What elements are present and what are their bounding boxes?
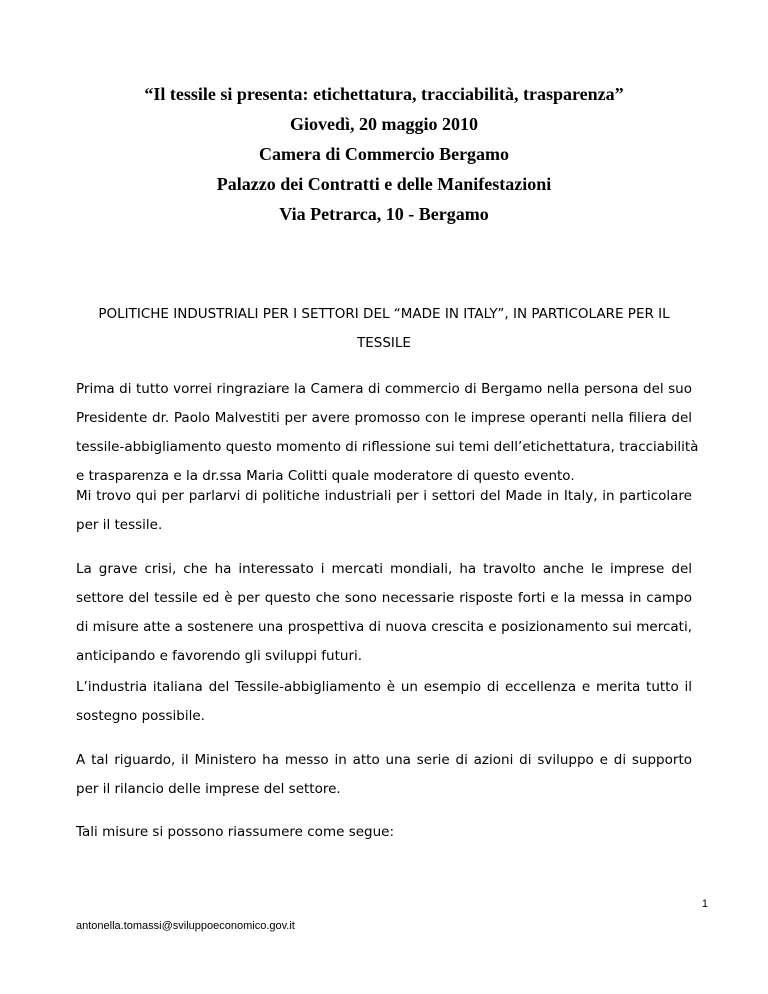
event-venue: Palazzo dei Contratti e delle Manifestazioni [216, 174, 552, 194]
event-address: Via Petrarca, 10 - Bergamo [279, 204, 489, 224]
event-organizer: Camera di Commercio Bergamo [258, 144, 510, 164]
paragraph-ministry [76, 746, 692, 804]
paragraph-line: L’industria italiana del Tessile-abbigliamento è un esempio di eccellenza e merita tutto il [76, 679, 692, 695]
paragraph-line: per il rilancio delle imprese del settore. [76, 781, 341, 797]
section-title-line-1: POLITICHE INDUSTRIALI PER I SETTORI DEL “MADE IN ITALY”, IN PARTICOLARE PER IL [98, 306, 670, 322]
paragraph-line: sostegno possibile. [76, 708, 205, 724]
paragraph-line: La grave crisi, che ha interessato i mercati mondiali, ha travolto anche le imprese del [76, 561, 692, 577]
page-number: 1 [701, 898, 708, 910]
paragraph-purpose [76, 482, 692, 540]
paragraph-line: di misure atte a sostenere una prospettiva di nuova crescita e posizionamento sui mercati, [76, 619, 692, 635]
event-date: Giovedì, 20 maggio 2010 [290, 114, 478, 134]
paragraph-excellence [76, 673, 692, 731]
paragraph-line: tessile-abbigliamento questo momento di riflessione sui temi dell’etichettatura, tracciabilità [76, 439, 699, 455]
paragraph-line: Tali misure si possono riassumere come segue: [76, 824, 395, 840]
event-title: “Il tessile si presenta: etichettatura, tracciabilità, trasparenza” [144, 84, 624, 104]
footer-email: antonella.tomassi@sviluppoeconomico.gov.it [76, 920, 295, 932]
paragraph-line: A tal riguardo, il Ministero ha messo in atto una serie di azioni di sviluppo e di supporto [76, 752, 692, 768]
paragraph-measures [76, 818, 692, 847]
section-title-line-2: TESSILE [357, 335, 411, 351]
paragraph-line: e trasparenza e la dr.ssa Maria Colitti quale moderatore di questo evento. [76, 468, 575, 484]
paragraph-line: Mi trovo qui per parlarvi di politiche industriali per i settori del Made in Italy, in particolare [76, 488, 692, 504]
section-title [60, 300, 708, 358]
paragraph-line: anticipando e favorendo gli sviluppi futuri. [76, 648, 363, 664]
paragraph-line: Prima di tutto vorrei ringraziare la Camera di commercio di Bergamo nella persona del suo [76, 381, 692, 397]
paragraph-crisis [76, 555, 692, 671]
paragraph-line: settore del tessile ed è per questo che sono necessarie risposte forti e la messa in campo [76, 590, 692, 606]
paragraph-line: Presidente dr. Paolo Malvestiti per avere promosso con le imprese operanti nella filiera del [76, 410, 692, 426]
paragraph-intro [76, 375, 699, 491]
paragraph-line: per il tessile. [76, 517, 163, 533]
